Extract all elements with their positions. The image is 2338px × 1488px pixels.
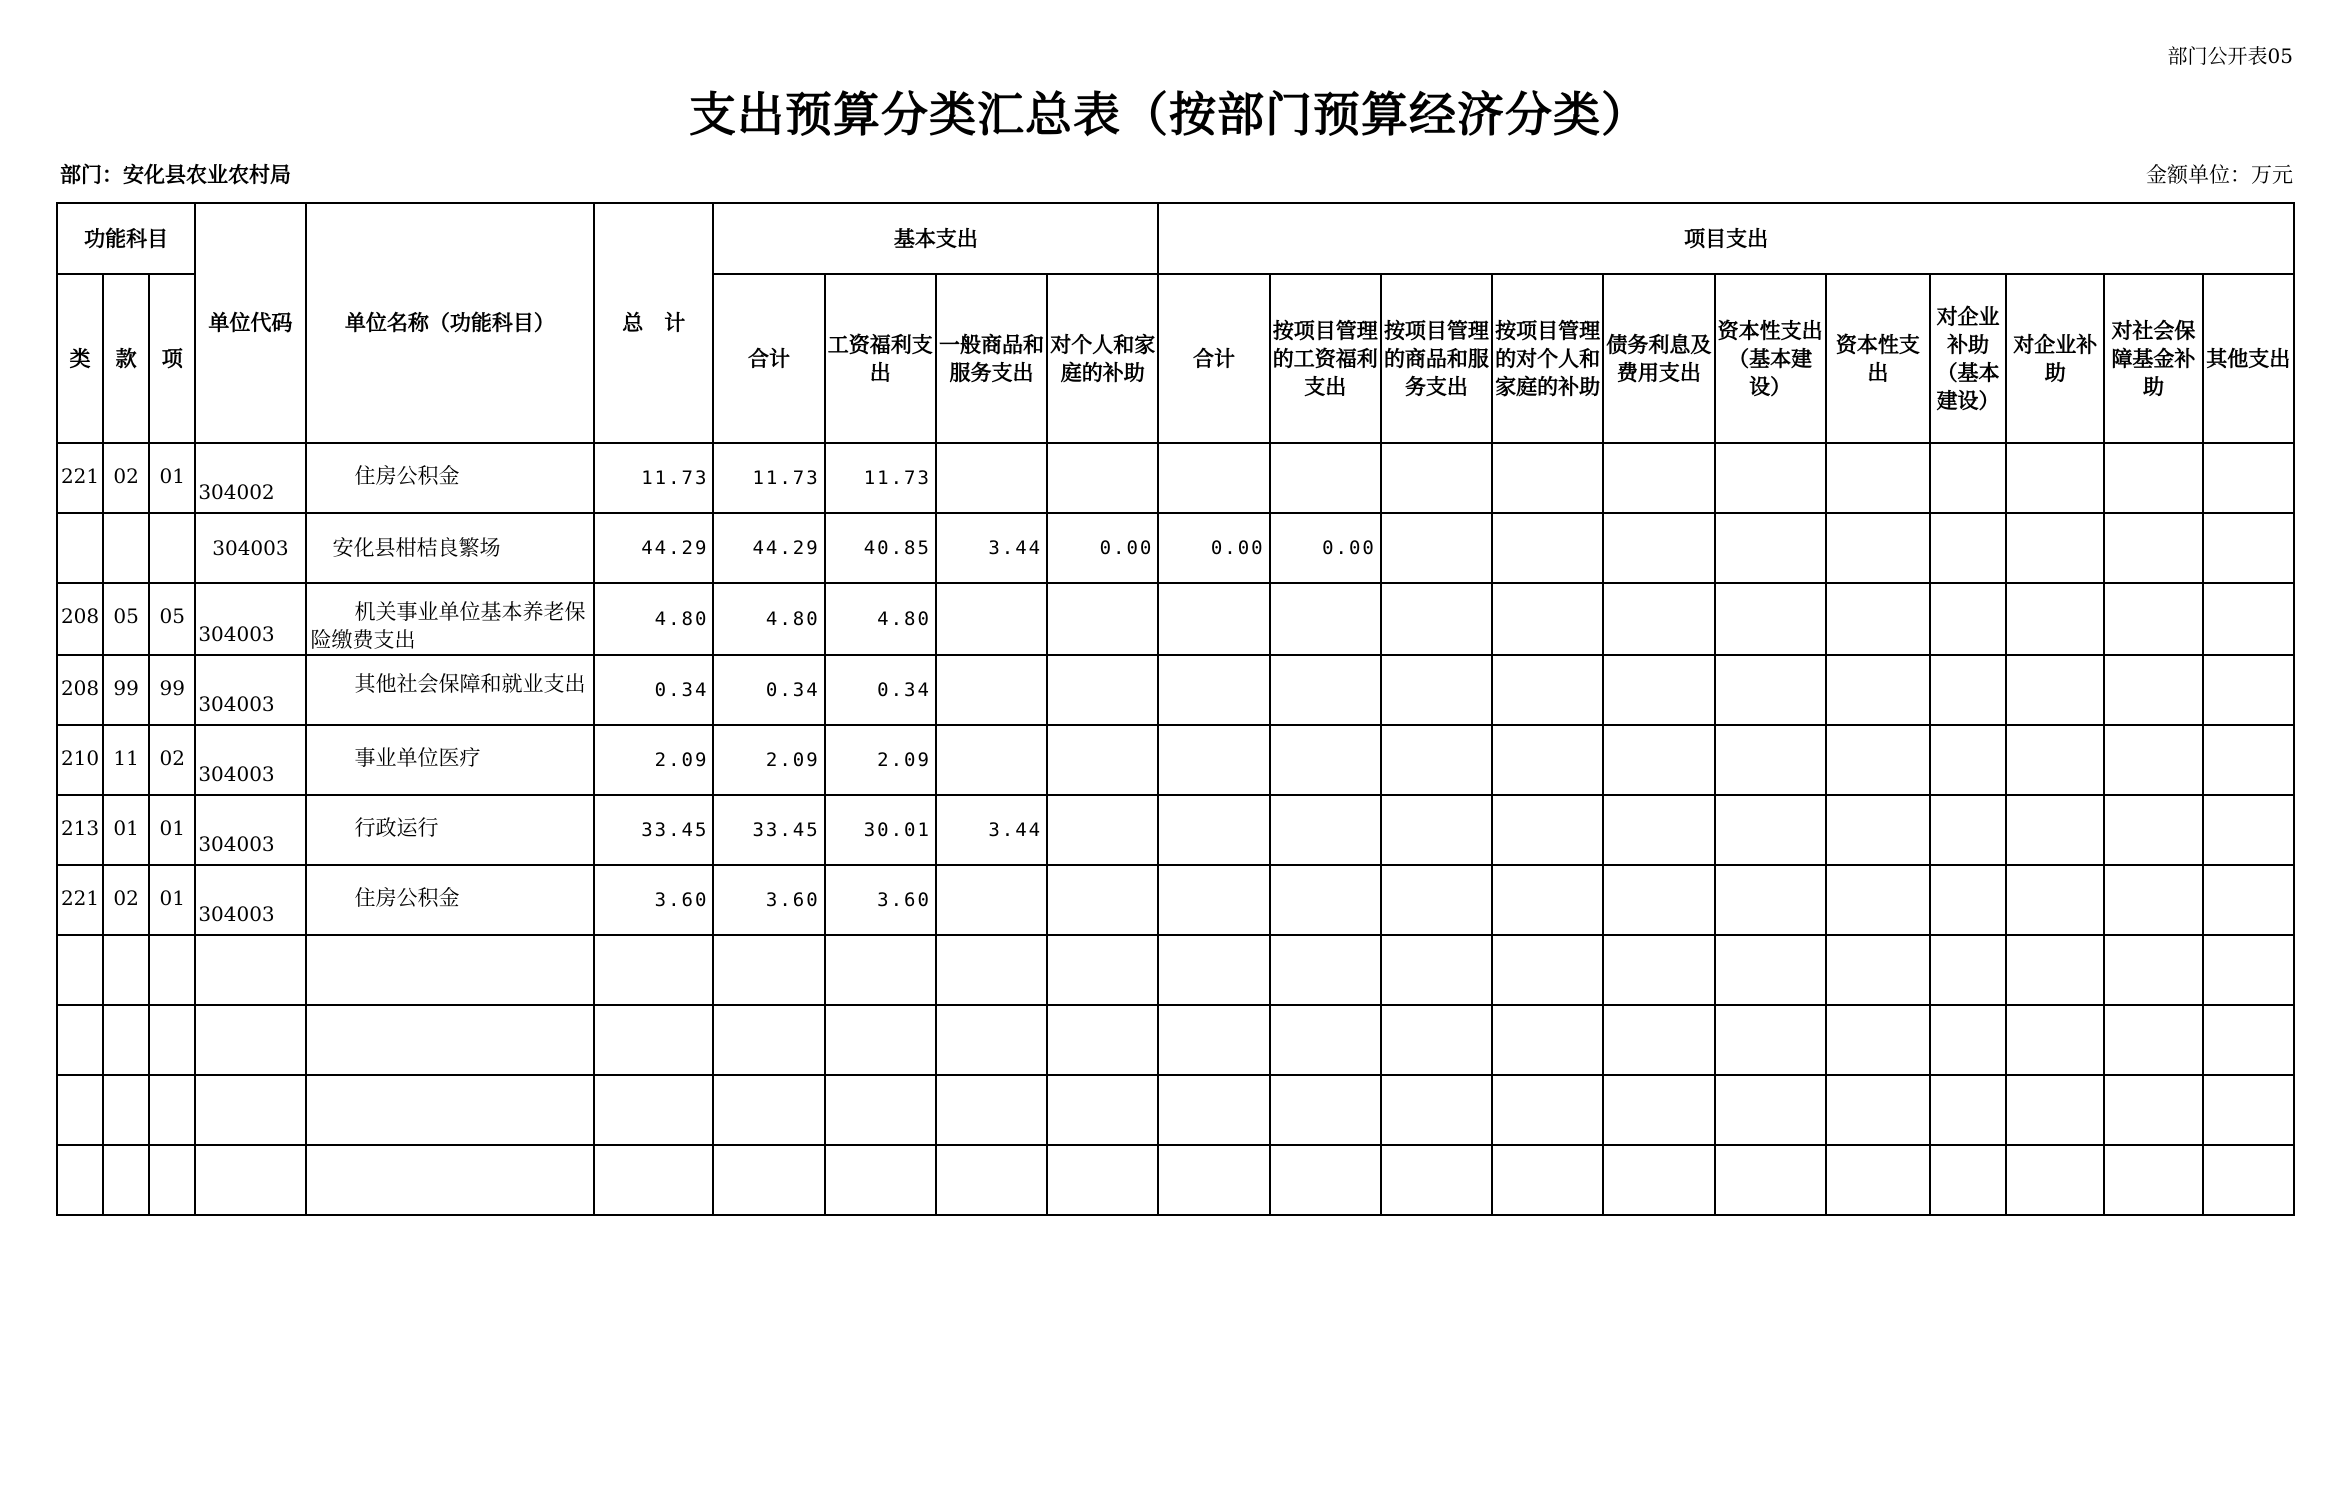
cell-project-total (1158, 655, 1269, 725)
cell-empty (1930, 583, 2006, 655)
cell-basic-person (1047, 655, 1158, 725)
cell-basic-goods (936, 583, 1047, 655)
cell-empty (149, 1005, 195, 1075)
cell-empty (1715, 513, 1826, 583)
cell-kuan: 99 (103, 655, 149, 725)
cell-basic-person (1047, 725, 1158, 795)
cell-basic-wage: 40.85 (825, 513, 936, 583)
cell-basic-total: 11.73 (713, 443, 824, 513)
cell-empty (1826, 513, 1930, 583)
cell-empty (1492, 1075, 1603, 1145)
cell-basic-total: 4.80 (713, 583, 824, 655)
header-basic-expenditure: 基本支出 (713, 203, 1158, 274)
table-row (57, 443, 2294, 513)
cell-unit-name: 住房公积金 (306, 443, 595, 513)
cell-empty (1930, 865, 2006, 935)
cell-empty (2104, 655, 2202, 725)
amount-unit-label: 金额单位：万元 (2146, 163, 2293, 187)
cell-empty (1930, 1005, 2006, 1075)
cell-basic-total: 33.45 (713, 795, 824, 865)
cell-empty (2006, 443, 2104, 513)
cell-kuan: 02 (103, 443, 149, 513)
cell-empty (1492, 513, 1603, 583)
cell-empty (1603, 583, 1714, 655)
cell-total: 44.29 (594, 513, 713, 583)
cell-empty (2006, 725, 2104, 795)
cell-project-total (1158, 725, 1269, 795)
header-project-wage: 按项目管理的工资福利支出 (1270, 274, 1381, 443)
cell-empty (594, 1005, 713, 1075)
cell-empty (936, 1075, 1047, 1145)
budget-table (56, 202, 2295, 1216)
table-row (57, 513, 2294, 583)
cell-empty (2006, 583, 2104, 655)
header-xiang: 项 (149, 274, 195, 443)
cell-basic-wage: 11.73 (825, 443, 936, 513)
cell-empty (2203, 583, 2294, 655)
cell-empty (1492, 583, 1603, 655)
header-project-social-security: 对社会保障基金补助 (2104, 274, 2202, 443)
cell-empty (1826, 1005, 1930, 1075)
cell-empty (1603, 513, 1714, 583)
cell-empty (306, 935, 595, 1005)
department-label: 部门：安化县农业农村局 (60, 162, 291, 187)
cell-empty (57, 1145, 103, 1215)
table-row (57, 865, 2294, 935)
cell-empty (149, 935, 195, 1005)
cell-empty (57, 1075, 103, 1145)
cell-empty (1826, 443, 1930, 513)
cell-basic-wage: 30.01 (825, 795, 936, 865)
form-number: 部门公开表05 (2167, 44, 2293, 68)
cell-empty (2006, 1005, 2104, 1075)
cell-basic-wage: 0.34 (825, 655, 936, 725)
cell-empty (1715, 655, 1826, 725)
cell-empty (1603, 795, 1714, 865)
cell-basic-total: 3.60 (713, 865, 824, 935)
cell-unit-code: 304003 (195, 583, 305, 655)
cell-empty (2006, 513, 2104, 583)
cell-empty (195, 1145, 305, 1215)
header-total: 总 计 (594, 203, 713, 443)
cell-empty (713, 935, 824, 1005)
cell-project-wage (1270, 795, 1381, 865)
cell-kuan: 01 (103, 795, 149, 865)
cell-empty (1826, 865, 1930, 935)
cell-empty (1930, 655, 2006, 725)
cell-empty (713, 1075, 824, 1145)
cell-empty (1826, 1075, 1930, 1145)
cell-empty (1930, 795, 2006, 865)
cell-empty (1603, 1145, 1714, 1215)
table-row (57, 655, 2294, 725)
header-lei: 类 (57, 274, 103, 443)
cell-unit-name: 其他社会保障和就业支出 (306, 655, 595, 725)
cell-empty (103, 1005, 149, 1075)
header-basic-goods: 一般商品和服务支出 (936, 274, 1047, 443)
cell-empty (1492, 795, 1603, 865)
header-project-other: 其他支出 (2203, 274, 2294, 443)
cell-empty (195, 935, 305, 1005)
cell-empty (1930, 935, 2006, 1005)
header-func-subject: 功能科目 (57, 203, 195, 274)
cell-empty (1826, 935, 1930, 1005)
cell-project-total: 0.00 (1158, 513, 1269, 583)
cell-empty (1930, 725, 2006, 795)
cell-empty (2203, 725, 2294, 795)
cell-basic-goods (936, 655, 1047, 725)
cell-empty (306, 1145, 595, 1215)
cell-empty (825, 935, 936, 1005)
header-project-goods: 按项目管理的商品和服务支出 (1381, 274, 1492, 443)
cell-empty (2104, 935, 2202, 1005)
cell-empty (1381, 865, 1492, 935)
cell-empty (1381, 1075, 1492, 1145)
cell-empty (2104, 443, 2202, 513)
cell-empty (1381, 655, 1492, 725)
cell-empty (1492, 1005, 1603, 1075)
cell-empty (936, 1145, 1047, 1215)
header-project-capital-construction: 资本性支出（基本建设） (1715, 274, 1826, 443)
cell-empty (1270, 935, 1381, 1005)
cell-empty (1715, 725, 1826, 795)
cell-lei: 221 (57, 443, 103, 513)
cell-lei: 208 (57, 583, 103, 655)
cell-empty (1270, 1005, 1381, 1075)
header-project-enterprise-construction: 对企业补助（基本建设） (1930, 274, 2006, 443)
cell-project-wage (1270, 583, 1381, 655)
cell-empty (1047, 1005, 1158, 1075)
cell-lei: 221 (57, 865, 103, 935)
cell-empty (1047, 1075, 1158, 1145)
cell-empty (1158, 935, 1269, 1005)
cell-empty (1930, 513, 2006, 583)
cell-basic-person (1047, 443, 1158, 513)
cell-empty (1381, 1005, 1492, 1075)
cell-unit-code: 304003 (195, 725, 305, 795)
cell-basic-goods (936, 725, 1047, 795)
cell-empty (2203, 1075, 2294, 1145)
cell-empty (1603, 725, 1714, 795)
cell-unit-name: 事业单位医疗 (306, 725, 595, 795)
cell-empty (57, 1005, 103, 1075)
cell-lei: 210 (57, 725, 103, 795)
cell-empty (103, 935, 149, 1005)
cell-basic-total: 44.29 (713, 513, 824, 583)
cell-empty (1158, 1075, 1269, 1145)
cell-unit-code: 304003 (195, 865, 305, 935)
cell-empty (1603, 1075, 1714, 1145)
header-unit-code: 单位代码 (195, 203, 305, 443)
cell-empty (2203, 443, 2294, 513)
cell-basic-goods: 3.44 (936, 795, 1047, 865)
cell-empty (2203, 655, 2294, 725)
cell-empty (1603, 655, 1714, 725)
cell-empty (1715, 795, 1826, 865)
cell-empty (1826, 1145, 1930, 1215)
cell-empty (1270, 1075, 1381, 1145)
cell-basic-person: 0.00 (1047, 513, 1158, 583)
header-kuan: 款 (103, 274, 149, 443)
table-row (57, 795, 2294, 865)
cell-empty (1930, 1075, 2006, 1145)
cell-empty (1158, 1145, 1269, 1215)
cell-empty (1492, 935, 1603, 1005)
table-row-empty (57, 1075, 2294, 1145)
cell-empty (825, 1075, 936, 1145)
table-row-empty (57, 935, 2294, 1005)
cell-basic-goods (936, 865, 1047, 935)
cell-empty (2104, 795, 2202, 865)
cell-basic-person (1047, 583, 1158, 655)
cell-empty (2006, 795, 2104, 865)
cell-empty (57, 935, 103, 1005)
cell-unit-code: 304003 (195, 655, 305, 725)
cell-empty (1492, 655, 1603, 725)
table-row (57, 583, 2294, 655)
cell-empty (195, 1005, 305, 1075)
cell-lei: 213 (57, 795, 103, 865)
header-project-person: 按项目管理的对个人和家庭的补助 (1492, 274, 1603, 443)
cell-empty (2203, 1005, 2294, 1075)
cell-empty (2104, 1145, 2202, 1215)
cell-empty (936, 1005, 1047, 1075)
cell-empty (2203, 865, 2294, 935)
page-title: 支出预算分类汇总表（按部门预算经济分类） (689, 88, 1649, 143)
cell-empty (1158, 1005, 1269, 1075)
cell-empty (2006, 935, 2104, 1005)
cell-empty (936, 935, 1047, 1005)
cell-xiang: 99 (149, 655, 195, 725)
table-row-empty (57, 1005, 2294, 1075)
cell-project-total (1158, 795, 1269, 865)
cell-xiang (149, 513, 195, 583)
cell-empty (1603, 443, 1714, 513)
cell-unit-code: 304003 (195, 513, 305, 583)
cell-unit-code: 304002 (195, 443, 305, 513)
cell-empty (2104, 513, 2202, 583)
cell-empty (1381, 935, 1492, 1005)
cell-basic-person (1047, 795, 1158, 865)
cell-project-wage (1270, 443, 1381, 513)
cell-empty (1715, 1145, 1826, 1215)
cell-empty (594, 1145, 713, 1215)
cell-xiang: 05 (149, 583, 195, 655)
cell-empty (103, 1145, 149, 1215)
cell-empty (1715, 583, 1826, 655)
cell-empty (2104, 1075, 2202, 1145)
cell-empty (1930, 1145, 2006, 1215)
cell-empty (2006, 655, 2104, 725)
cell-empty (306, 1075, 595, 1145)
cell-basic-wage: 2.09 (825, 725, 936, 795)
cell-empty (713, 1145, 824, 1215)
cell-empty (1826, 725, 1930, 795)
header-basic-person: 对个人和家庭的补助 (1047, 274, 1158, 443)
header-basic-wage: 工资福利支出 (825, 274, 936, 443)
cell-basic-goods: 3.44 (936, 513, 1047, 583)
cell-total: 2.09 (594, 725, 713, 795)
cell-unit-name: 行政运行 (306, 795, 595, 865)
cell-empty (2006, 1075, 2104, 1145)
cell-empty (1930, 443, 2006, 513)
cell-lei: 208 (57, 655, 103, 725)
cell-empty (1381, 725, 1492, 795)
table-row (57, 725, 2294, 795)
cell-basic-wage: 4.80 (825, 583, 936, 655)
cell-project-total (1158, 865, 1269, 935)
cell-unit-name: 安化县柑桔良繁场 (306, 513, 595, 583)
cell-empty (1381, 443, 1492, 513)
cell-total: 3.60 (594, 865, 713, 935)
cell-empty (2006, 865, 2104, 935)
cell-empty (825, 1145, 936, 1215)
cell-empty (103, 1075, 149, 1145)
cell-empty (2104, 865, 2202, 935)
cell-empty (1492, 1145, 1603, 1215)
cell-empty (1826, 583, 1930, 655)
cell-total: 11.73 (594, 443, 713, 513)
cell-basic-goods (936, 443, 1047, 513)
cell-project-total (1158, 443, 1269, 513)
cell-unit-code: 304003 (195, 795, 305, 865)
cell-empty (1381, 1145, 1492, 1215)
cell-total: 0.34 (594, 655, 713, 725)
cell-empty (149, 1145, 195, 1215)
cell-empty (1715, 443, 1826, 513)
cell-empty (1381, 795, 1492, 865)
cell-empty (195, 1075, 305, 1145)
cell-empty (1603, 935, 1714, 1005)
cell-kuan: 02 (103, 865, 149, 935)
cell-project-wage (1270, 865, 1381, 935)
cell-empty (825, 1005, 936, 1075)
cell-empty (1715, 865, 1826, 935)
cell-empty (1603, 865, 1714, 935)
cell-empty (2203, 935, 2294, 1005)
cell-basic-person (1047, 865, 1158, 935)
header-project-capital: 资本性支出 (1826, 274, 1930, 443)
cell-empty (2203, 795, 2294, 865)
cell-lei (57, 513, 103, 583)
cell-empty (2203, 513, 2294, 583)
cell-empty (1047, 935, 1158, 1005)
cell-unit-name: 住房公积金 (306, 865, 595, 935)
cell-basic-total: 0.34 (713, 655, 824, 725)
cell-xiang: 01 (149, 795, 195, 865)
header-project-total: 合计 (1158, 274, 1269, 443)
table-row-empty (57, 1145, 2294, 1215)
cell-total: 33.45 (594, 795, 713, 865)
cell-empty (1047, 1145, 1158, 1215)
cell-project-total (1158, 583, 1269, 655)
header-project-expenditure: 项目支出 (1158, 203, 2294, 274)
cell-empty (306, 1005, 595, 1075)
header-basic-total: 合计 (713, 274, 824, 443)
cell-empty (1826, 655, 1930, 725)
cell-empty (1715, 1005, 1826, 1075)
cell-empty (2104, 1005, 2202, 1075)
cell-project-wage (1270, 725, 1381, 795)
header-project-debt: 债务利息及费用支出 (1603, 274, 1714, 443)
cell-empty (594, 1075, 713, 1145)
cell-empty (594, 935, 713, 1005)
cell-xiang: 02 (149, 725, 195, 795)
cell-empty (1603, 1005, 1714, 1075)
cell-empty (1381, 513, 1492, 583)
cell-empty (1381, 583, 1492, 655)
cell-basic-total: 2.09 (713, 725, 824, 795)
cell-xiang: 01 (149, 443, 195, 513)
cell-empty (1492, 725, 1603, 795)
cell-empty (149, 1075, 195, 1145)
cell-project-wage: 0.00 (1270, 513, 1381, 583)
header-project-enterprise: 对企业补助 (2006, 274, 2104, 443)
cell-empty (1826, 795, 1930, 865)
cell-project-wage (1270, 655, 1381, 725)
cell-empty (2203, 1145, 2294, 1215)
cell-empty (1492, 443, 1603, 513)
cell-unit-name: 机关事业单位基本养老保险缴费支出 (306, 583, 595, 655)
cell-empty (2104, 725, 2202, 795)
cell-basic-wage: 3.60 (825, 865, 936, 935)
cell-kuan: 11 (103, 725, 149, 795)
cell-empty (1492, 865, 1603, 935)
cell-empty (1715, 1075, 1826, 1145)
cell-empty (713, 1005, 824, 1075)
cell-empty (1270, 1145, 1381, 1215)
cell-total: 4.80 (594, 583, 713, 655)
cell-kuan: 05 (103, 583, 149, 655)
cell-empty (2104, 583, 2202, 655)
cell-empty (2006, 1145, 2104, 1215)
cell-xiang: 01 (149, 865, 195, 935)
cell-kuan (103, 513, 149, 583)
header-unit-name: 单位名称（功能科目） (306, 203, 595, 443)
cell-empty (1715, 935, 1826, 1005)
